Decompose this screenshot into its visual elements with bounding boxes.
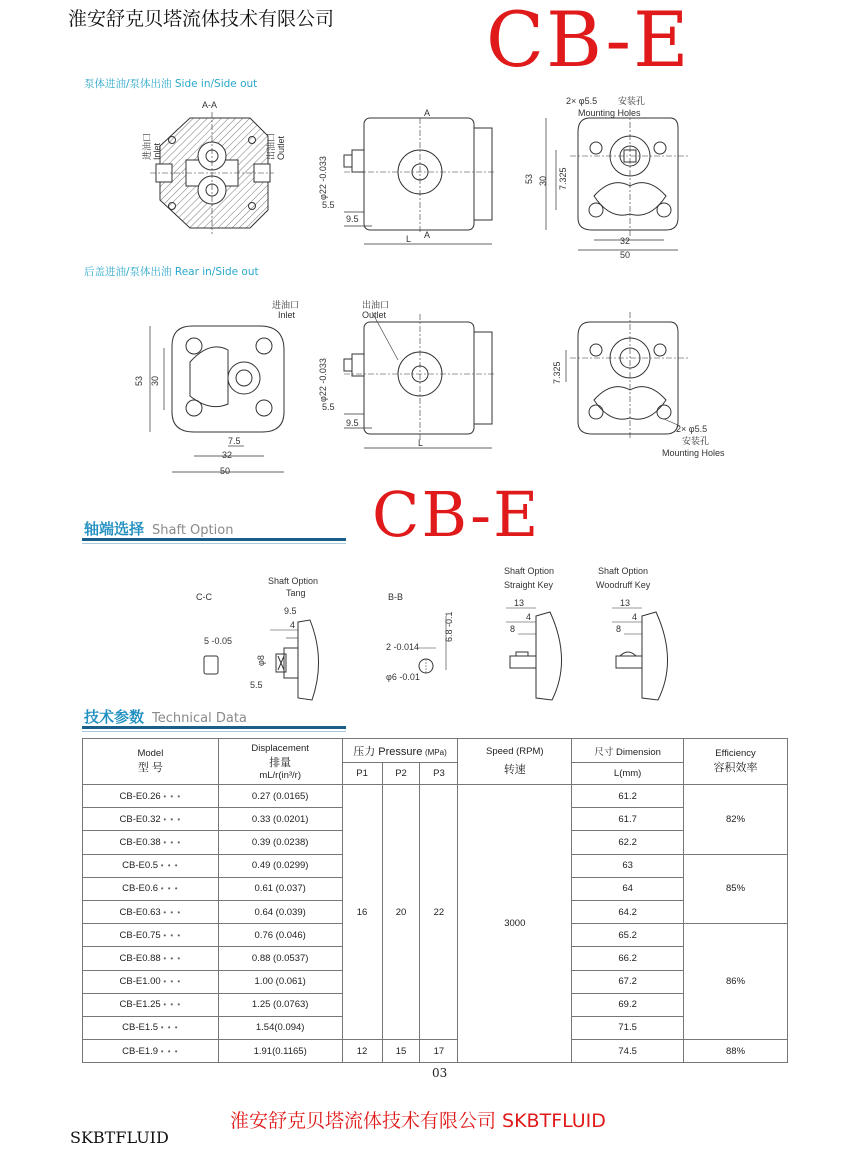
dim-L-bottom: L: [418, 438, 424, 448]
header-dimension: 尺寸 Dimension: [572, 739, 684, 763]
cell-displacement: 0.27 (0.0165): [218, 785, 342, 808]
dim-30-bottom: 30: [150, 375, 160, 386]
dim-5-tang: 5 -0.05: [204, 636, 233, 646]
dim-4-straight: 4: [526, 612, 532, 622]
shaft-option-drawings: [180, 560, 700, 710]
dim-50-bottom: 50: [220, 466, 231, 476]
model-title: CB-E: [486, 0, 691, 84]
footer-company: 淮安舒克贝塔流体技术有限公司 SKBTFLUID: [230, 1110, 606, 1132]
dim-phi22-top: φ22 -0.033: [318, 156, 328, 200]
header-p2: P2: [382, 763, 420, 785]
cell-displacement: 0.39 (0.0238): [218, 831, 342, 854]
bb-label: B-B: [388, 592, 404, 602]
technical-data-heading: [84, 706, 247, 727]
model-dots: • • •: [163, 977, 182, 987]
dim-phi6: φ6 -0.01: [386, 672, 420, 682]
technical-data-heading-cn: 技术参数: [84, 708, 145, 726]
shaft-option-label-straight: Shaft Option: [504, 566, 555, 576]
aa-label: A-A: [202, 100, 218, 110]
cell-displacement: 1.25 (0.0763): [218, 993, 342, 1016]
cell-displacement: 1.91(0.1165): [218, 1040, 342, 1063]
dim-9-5-tang: 9.5: [284, 606, 297, 616]
cell-dimension: 74.5: [572, 1040, 684, 1063]
cell-efficiency: 85%: [684, 854, 788, 924]
cc-label: C-C: [196, 592, 212, 602]
straight-key-label: Straight Key: [504, 580, 554, 590]
cell-p2: 20: [382, 785, 420, 1040]
cell-dimension: 71.5: [572, 1016, 684, 1039]
dim-8-woodruff: 8: [616, 624, 622, 634]
header-model: Model 型 号: [83, 739, 219, 785]
mount-holes-dia-top: 2× φ5.5: [566, 96, 598, 106]
cell-model: CB-E0.63 • • •: [83, 900, 219, 923]
woodruff-key-label: Woodruff Key: [596, 580, 651, 590]
cell-displacement: 1.00 (0.061): [218, 970, 342, 993]
header-speed: Speed (RPM) 转速: [458, 739, 572, 785]
model-dots: • • •: [160, 884, 179, 894]
dim-5-5-top: 5.5: [322, 200, 335, 210]
cell-efficiency: 86%: [684, 924, 788, 1040]
cell-displacement: 0.64 (0.039): [218, 900, 342, 923]
model-dots: • • •: [163, 814, 182, 824]
table-row: [83, 1040, 788, 1063]
dim-7-325-top: 7.325: [558, 167, 568, 190]
dim-7-325-bottom: 7.325: [552, 361, 562, 384]
dim-2-key: 2 -0.014: [386, 642, 420, 652]
inlet-label-cn: 进油口: [142, 132, 152, 160]
dim-7-5: 7.5: [228, 436, 241, 446]
cell-model: CB-E1.25 • • •: [83, 993, 219, 1016]
cell-dimension: 62.2: [572, 831, 684, 854]
cell-displacement: 0.33 (0.0201): [218, 808, 342, 831]
side-view-drawing-bottom: [344, 312, 494, 448]
outlet-label-en-bottom: Outlet: [362, 310, 387, 320]
shaft-heading-rule: [82, 538, 346, 541]
cell-model: CB-E0.38 • • •: [83, 831, 219, 854]
dim-13-woodruff: 13: [620, 598, 631, 608]
dim-32-bottom: 32: [222, 450, 233, 460]
mount-holes-cn-top: 安装孔: [618, 96, 646, 106]
dim-4-tang: 4: [290, 620, 296, 630]
shaft-option-label-tang: Shaft Option: [268, 576, 319, 586]
model-dots: • • •: [160, 1046, 179, 1056]
cell-p1: 16: [342, 785, 382, 1040]
cell-dimension: 64: [572, 877, 684, 900]
footer-brand: SKBTFLUID: [70, 1128, 169, 1147]
pump-technical-drawings: [0, 0, 860, 480]
model-dots: • • •: [160, 861, 179, 871]
outlet-label-cn-top: 出油口: [266, 132, 276, 160]
dim-53-bottom: 53: [134, 375, 144, 386]
tang-label: Tang: [286, 588, 306, 598]
tech-heading-rule: [82, 726, 346, 729]
rear-view-drawing-bottom: [566, 312, 690, 440]
dim-phi22-bottom: φ22 -0.033: [318, 358, 328, 402]
cell-dimension: 61.7: [572, 808, 684, 831]
cell-displacement: 0.88 (0.0537): [218, 947, 342, 970]
table-row: [83, 785, 788, 808]
dim-13-straight: 13: [514, 598, 525, 608]
dim-9-5-top: 9.5: [346, 214, 359, 224]
dim-9-5-bottom: 9.5: [346, 418, 359, 428]
dim-L-top: L: [406, 234, 412, 244]
rear-inlet-view-drawing: [150, 326, 284, 472]
cell-displacement: 1.54(0.094): [218, 1016, 342, 1039]
dim-8-straight: 8: [510, 624, 516, 634]
header-p1: P1: [342, 763, 382, 785]
cell-dimension: 67.2: [572, 970, 684, 993]
dim-4-woodruff: 4: [632, 612, 638, 622]
section-rear-in-label: 后盖进油/泵体出油 Rear in/Side out: [84, 266, 259, 278]
model-dots: • • •: [163, 953, 182, 963]
cell-dimension: 66.2: [572, 947, 684, 970]
mount-holes-en-top: Mounting Holes: [578, 108, 641, 118]
mount-holes-dia-bottom: 2× φ5.5: [676, 424, 708, 434]
section-aa-drawing: [150, 112, 274, 234]
cell-model: CB-E0.32 • • •: [83, 808, 219, 831]
outlet-label-en-top: Outlet: [276, 135, 286, 160]
cell-model: CB-E1.9 • • •: [83, 1040, 219, 1063]
cell-model: CB-E0.5 • • •: [83, 854, 219, 877]
dim-53-top: 53: [524, 173, 534, 184]
cell-p3: 22: [420, 785, 458, 1040]
technical-data-heading-en: Technical Data: [152, 711, 247, 726]
dim-6-8: 6.8 -0.1: [444, 611, 454, 642]
shaft-option-heading-cn: 轴端选择: [84, 520, 145, 538]
header-displacement: Displacement 排量 mL/r(in³/r): [218, 739, 342, 785]
header-p3: P3: [420, 763, 458, 785]
cell-efficiency: 88%: [684, 1040, 788, 1063]
shaft-model-title: CB-E: [372, 478, 541, 551]
model-dots: • • •: [160, 1023, 179, 1033]
model-dots: • • •: [163, 837, 182, 847]
model-dots: • • •: [163, 791, 182, 801]
model-dots: • • •: [163, 1000, 182, 1010]
cell-speed: 3000: [458, 785, 572, 1063]
inlet-label-en: Inlet: [152, 142, 162, 160]
section-side-in-label: 泵体进油/泵体出油 Side in/Side out: [84, 78, 258, 90]
model-dots: • • •: [163, 930, 182, 940]
dim-phi8-tang: φ8: [256, 655, 266, 666]
cell-dimension: 69.2: [572, 993, 684, 1016]
dim-50-top: 50: [620, 250, 631, 260]
inlet-label-cn-bottom: 进油口: [272, 300, 300, 310]
header-efficiency: Efficiency 容积效率: [684, 739, 788, 785]
a-mark-top: A: [424, 108, 431, 118]
cell-model: CB-E1.5 • • •: [83, 1016, 219, 1039]
dim-32-top: 32: [620, 236, 631, 246]
cell-model: CB-E0.6 • • •: [83, 877, 219, 900]
technical-data-table: [82, 738, 788, 1063]
cell-model: CB-E0.88 • • •: [83, 947, 219, 970]
header-dim-unit: L(mm): [572, 763, 684, 785]
cell-p3: 17: [420, 1040, 458, 1063]
cell-p1: 12: [342, 1040, 382, 1063]
cell-p2: 15: [382, 1040, 420, 1063]
cell-model: CB-E0.26 • • •: [83, 785, 219, 808]
shaft-option-heading-en: Shaft Option: [152, 523, 234, 538]
mount-holes-en-bottom: Mounting Holes: [662, 448, 725, 458]
cell-dimension: 61.2: [572, 785, 684, 808]
cell-dimension: 63: [572, 854, 684, 877]
model-dots: • • •: [163, 907, 182, 917]
cell-displacement: 0.49 (0.0299): [218, 854, 342, 877]
shaft-option-label-woodruff: Shaft Option: [598, 566, 649, 576]
dim-30-top: 30: [538, 175, 548, 186]
cell-dimension: 64.2: [572, 900, 684, 923]
dim-5-5-tang: 5.5: [250, 680, 263, 690]
shaft-option-heading: [84, 518, 233, 539]
cell-model: CB-E0.75 • • •: [83, 924, 219, 947]
outlet-label-cn-bottom: 出油口: [362, 300, 390, 310]
page-number: 03: [432, 1066, 448, 1080]
dim-5-5-bottom: 5.5: [322, 402, 335, 412]
cell-displacement: 0.61 (0.037): [218, 877, 342, 900]
a-mark-bottom: A: [424, 230, 431, 240]
side-view-drawing-top: [344, 118, 494, 244]
mount-holes-cn-bottom: 安装孔: [682, 436, 710, 446]
inlet-label-en-bottom: Inlet: [278, 310, 296, 320]
cell-model: CB-E1.00 • • •: [83, 970, 219, 993]
header-pressure: 压力 Pressure (MPa): [342, 739, 458, 763]
cell-efficiency: 82%: [684, 785, 788, 855]
cell-dimension: 65.2: [572, 924, 684, 947]
cell-displacement: 0.76 (0.046): [218, 924, 342, 947]
company-name: 淮安舒克贝塔流体技术有限公司: [68, 8, 335, 30]
